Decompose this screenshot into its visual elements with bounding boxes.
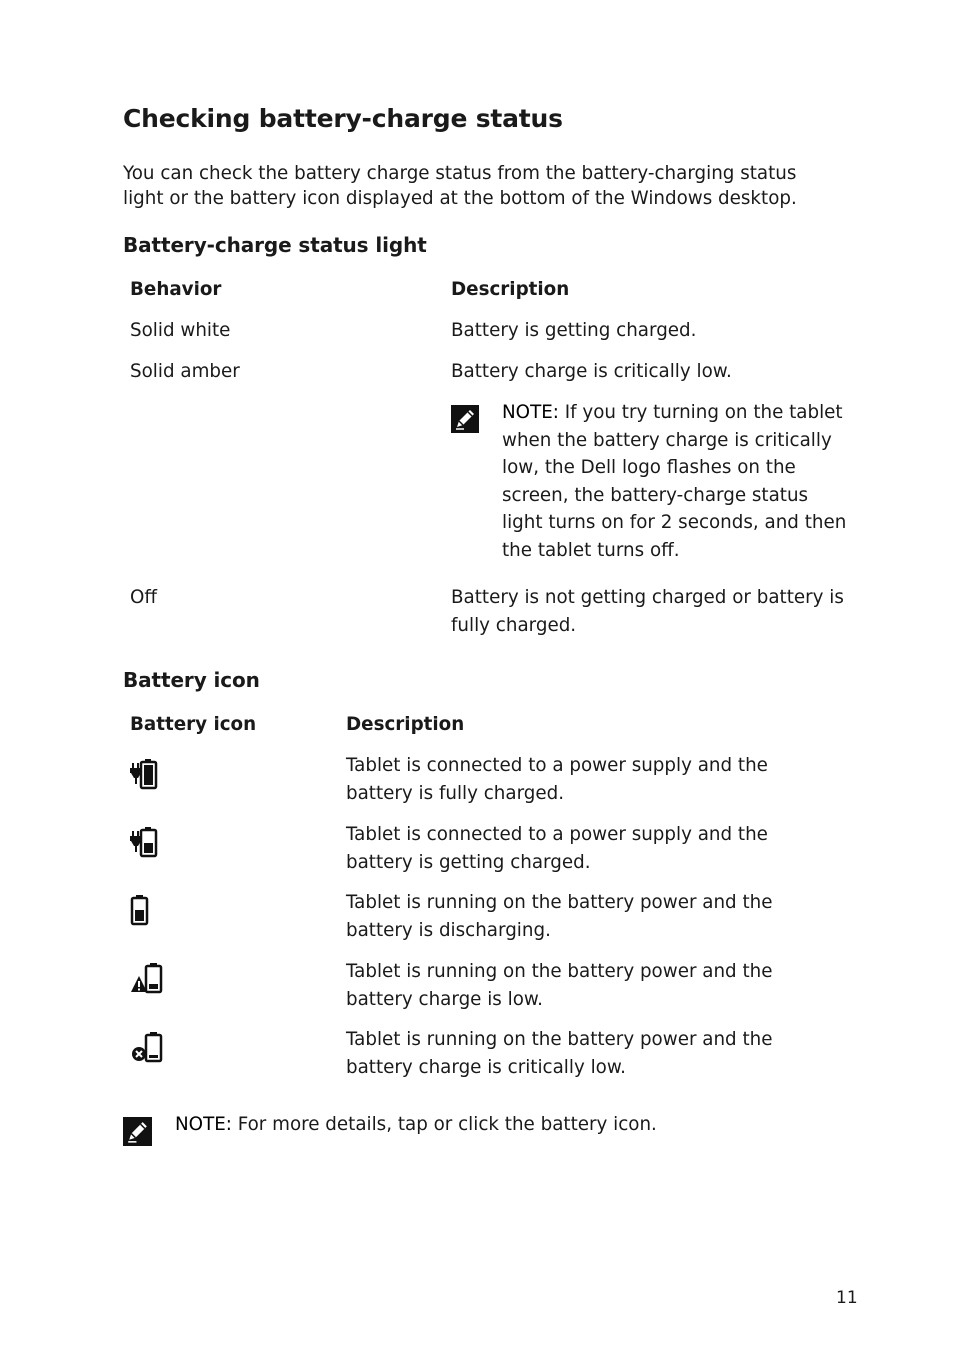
note-pencil-icon bbox=[123, 1117, 152, 1146]
note-line: light turns on for 2 seconds, and then bbox=[502, 512, 847, 533]
note-line: screen, the battery-charge status bbox=[502, 484, 809, 506]
note-line: If you try turning on the tablet bbox=[558, 402, 843, 423]
intro-line: light or the battery icon displayed at the bottom of the Windows desktop. bbox=[123, 188, 797, 209]
table-cell-behavior: Solid white bbox=[130, 320, 231, 341]
note-label: NOTE: bbox=[502, 402, 559, 423]
description-line: Tablet is running on the battery power and the bbox=[346, 961, 773, 982]
page-title: Checking battery-charge status bbox=[123, 104, 563, 133]
critical-battery-icon bbox=[130, 1031, 166, 1063]
column-header-behavior: Behavior bbox=[130, 279, 222, 300]
table-cell-behavior: Solid amber bbox=[130, 361, 240, 382]
bottom-note bbox=[175, 1111, 657, 1139]
description-line: fully charged. bbox=[451, 614, 577, 636]
table-cell-description: Battery charge is critically low. bbox=[451, 361, 732, 382]
note-label: NOTE: bbox=[175, 1114, 232, 1135]
section-heading-battery-icon: Battery icon bbox=[123, 668, 260, 692]
description-line: Tablet is connected to a power supply and the bbox=[346, 755, 768, 776]
table-cell-description bbox=[346, 1026, 772, 1081]
column-header-description: Description bbox=[346, 714, 465, 735]
description-line: battery charge is low. bbox=[346, 988, 543, 1010]
note-line: the tablet turns off. bbox=[502, 539, 680, 561]
description-line: Tablet is connected to a power supply and the bbox=[346, 824, 768, 845]
note-text bbox=[502, 399, 846, 564]
description-line: battery is getting charged. bbox=[346, 851, 591, 873]
description-line: Tablet is running on the battery power and the bbox=[346, 892, 773, 913]
table-cell-description bbox=[346, 958, 772, 1013]
description-line: battery charge is critically low. bbox=[346, 1056, 626, 1078]
table-cell-description bbox=[451, 584, 844, 639]
section-heading-status-light: Battery-charge status light bbox=[123, 233, 427, 257]
intro-paragraph bbox=[123, 161, 797, 211]
note-line: low, the Dell logo flashes on the bbox=[502, 457, 796, 478]
plugged-charging-battery-icon bbox=[130, 825, 162, 859]
table-cell-description: Battery is getting charged. bbox=[451, 320, 697, 341]
plugged-full-battery-icon bbox=[130, 757, 162, 791]
note-line: when the battery charge is critically bbox=[502, 429, 832, 451]
description-line: battery is discharging. bbox=[346, 919, 551, 941]
discharging-battery-icon bbox=[130, 894, 150, 926]
note-text: For more details, tap or click the battery icon. bbox=[231, 1114, 657, 1135]
table-cell-behavior: Off bbox=[130, 587, 157, 608]
column-header-battery-icon: Battery icon bbox=[130, 714, 257, 735]
table-cell-description bbox=[346, 752, 768, 807]
page-number: 11 bbox=[836, 1288, 858, 1308]
description-line: Battery is not getting charged or battery is bbox=[451, 587, 844, 608]
column-header-description: Description bbox=[451, 279, 570, 300]
description-line: battery is fully charged. bbox=[346, 782, 565, 804]
description-line: Tablet is running on the battery power and the bbox=[346, 1029, 773, 1050]
low-battery-warning-icon bbox=[130, 962, 166, 994]
table-cell-description bbox=[346, 821, 768, 876]
intro-line: You can check the battery charge status from the battery-charging status bbox=[123, 163, 797, 184]
table-cell-description bbox=[346, 889, 772, 944]
note-pencil-icon bbox=[451, 405, 479, 433]
